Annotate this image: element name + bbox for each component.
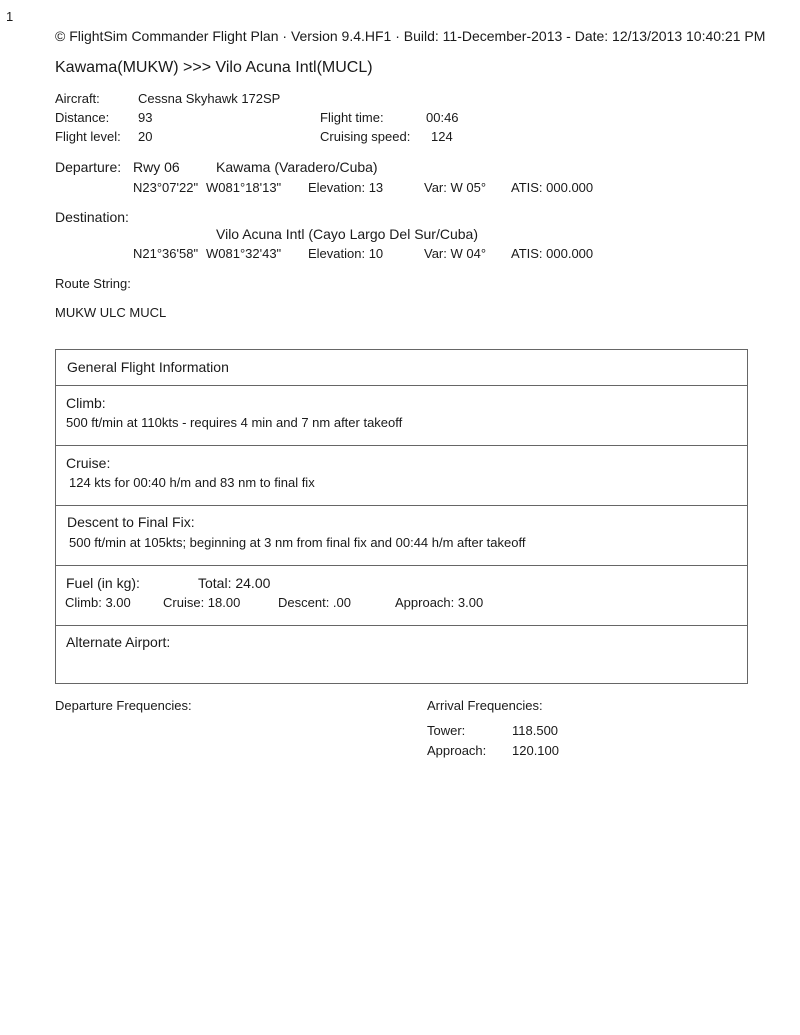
flight-level-label: Flight level:: [55, 129, 121, 144]
destination-latitude: N21°36'58": [133, 246, 199, 261]
fuel-title: Fuel (in kg):: [66, 575, 140, 591]
cruising-speed-value: 124: [431, 129, 453, 144]
divider: [56, 625, 747, 626]
page-number: 1: [6, 9, 14, 24]
destination-atis: ATIS: 000.000: [511, 246, 594, 261]
distance-label: Distance:: [55, 110, 110, 125]
divider: [56, 505, 747, 506]
route-string-value: MUKW ULC MUCL: [55, 305, 167, 320]
divider: [56, 385, 747, 386]
cruise-text: 124 kts for 00:40 h/m and 83 nm to final fix: [69, 475, 315, 490]
distance-value: 93: [138, 110, 153, 125]
departure-atis: ATIS: 000.000: [511, 180, 594, 195]
fuel-total: Total: 24.00: [198, 575, 271, 591]
climb-text: 500 ft/min at 110kts - requires 4 min and 7 nm after takeoff: [66, 415, 403, 430]
departure-label: Departure:: [55, 159, 122, 175]
departure-elevation: Elevation: 13: [308, 180, 384, 195]
aircraft-value: Cessna Skyhawk 172SP: [138, 91, 281, 106]
departure-longitude: W081°18'13": [206, 180, 282, 195]
destination-longitude: W081°32'43": [206, 246, 282, 261]
route-string-label: Route String:: [55, 276, 131, 291]
destination-variation: Var: W 04°: [424, 246, 487, 261]
descent-title: Descent to Final Fix:: [67, 514, 195, 530]
report-header: © FlightSim Commander Flight Plan · Version 9.4.HF1 · Build: 11-December-2013 - Date: 12/13/2013 10:40:21 PM: [55, 28, 766, 44]
flight-time-value: 00:46: [426, 110, 459, 125]
descent-text: 500 ft/min at 105kts; beginning at 3 nm from final fix and 00:44 h/m after takeoff: [69, 535, 526, 550]
tower-label: Tower:: [427, 723, 466, 738]
divider: [56, 445, 747, 446]
cruising-speed-label: Cruising speed:: [320, 129, 411, 144]
approach-frequency: 120.100: [512, 743, 559, 758]
flight-time-label: Flight time:: [320, 110, 384, 125]
general-info-title: General Flight Information: [67, 359, 229, 375]
divider: [56, 565, 747, 566]
departure-latitude: N23°07'22": [133, 180, 199, 195]
approach-label: Approach:: [427, 743, 487, 758]
departure-variation: Var: W 05°: [424, 180, 487, 195]
route-title: Kawama(MUKW) >>> Vilo Acuna Intl(MUCL): [55, 59, 373, 76]
departure-airport: Kawama (Varadero/Cuba): [216, 159, 378, 175]
arrival-frequencies-label: Arrival Frequencies:: [427, 698, 543, 713]
fuel-cruise: Cruise: 18.00: [163, 595, 241, 610]
flight-level-value: 20: [138, 129, 153, 144]
fuel-descent: Descent: .00: [278, 595, 351, 610]
alternate-airport-title: Alternate Airport:: [66, 634, 171, 650]
general-flight-info-box: [55, 349, 748, 684]
fuel-approach: Approach: 3.00: [395, 595, 484, 610]
destination-elevation: Elevation: 10: [308, 246, 384, 261]
aircraft-label: Aircraft:: [55, 91, 100, 106]
climb-title: Climb:: [66, 395, 106, 411]
destination-airport: Vilo Acuna Intl (Cayo Largo Del Sur/Cuba): [216, 226, 478, 242]
departure-frequencies-label: Departure Frequencies:: [55, 698, 192, 713]
destination-label: Destination:: [55, 209, 129, 225]
cruise-title: Cruise:: [66, 455, 111, 471]
fuel-climb: Climb: 3.00: [65, 595, 131, 610]
tower-frequency: 118.500: [512, 723, 559, 738]
departure-runway: Rwy 06: [133, 159, 180, 175]
